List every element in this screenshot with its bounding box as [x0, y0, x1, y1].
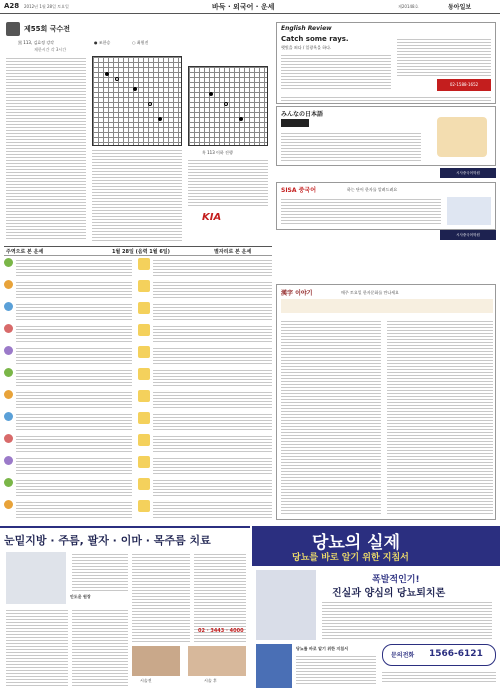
zodiac-icon — [4, 280, 13, 289]
zodiac-icon — [4, 412, 13, 421]
stone-white — [224, 102, 228, 106]
zodiac-row — [4, 346, 132, 365]
japanese-label — [281, 119, 309, 127]
baduk-commentary-col3 — [188, 158, 268, 208]
before-caption: 시술전 — [140, 678, 152, 683]
star-sign-row — [138, 412, 272, 431]
zodiac-row — [4, 324, 132, 343]
horoscope-header — [4, 246, 272, 256]
japanese-illustration — [437, 117, 487, 157]
sisa-tagline: 하는 단어 한자를 알려드려요 — [347, 187, 398, 192]
zodiac-row — [4, 456, 132, 475]
side-banner-2: 시사중국어학원 — [440, 230, 496, 240]
star-sign-row — [138, 302, 272, 321]
stone-white — [148, 102, 152, 106]
diabetes-ad-quote1: 폭발적인기! — [372, 575, 420, 585]
baduk-black-player: ● 조한승 — [94, 40, 111, 45]
sisa-chinese-box — [276, 182, 496, 230]
star-sign-icon — [138, 368, 150, 380]
star-sign-icon — [138, 434, 150, 446]
book-cover — [256, 644, 292, 688]
baduk-commentary-col2 — [92, 148, 182, 241]
page-number: A28 — [4, 2, 20, 10]
diabetes-ad — [252, 526, 500, 691]
star-sign-row — [138, 390, 272, 409]
zodiac-icon — [4, 434, 13, 443]
clinic-ad-text-col1 — [6, 608, 68, 688]
zodiac-row — [4, 478, 132, 497]
kanji-text-col1 — [281, 319, 381, 515]
kanji-heading: 漢字 이야기 — [281, 290, 313, 297]
star-sign-icon — [138, 346, 150, 358]
english-phrase: Catch some rays. — [281, 35, 349, 43]
white-player-name: 최원진 — [136, 40, 149, 45]
phone-label: 문의전화 — [391, 652, 415, 659]
english-review-box — [276, 22, 496, 104]
zodiac-icon — [4, 324, 13, 333]
star-sign-row — [138, 280, 272, 299]
baduk-time-limit: 제한시간 각 3시간 — [34, 47, 67, 52]
zodiac-icon — [4, 478, 13, 487]
zodiac-icon — [4, 258, 13, 267]
book-title: 당뇨를 바로 알기 위한 지침서 — [296, 646, 348, 651]
diabetes-ad-quote2: 진실과 양심의 당뇨퇴치론 — [332, 588, 446, 599]
english-heading: English Review — [281, 25, 332, 32]
star-sign-icon — [138, 302, 150, 314]
japanese-box — [276, 106, 496, 166]
english-explanation — [397, 37, 491, 77]
sisa-heading: SISA 중국어 — [281, 187, 316, 194]
zodiac-row — [4, 280, 132, 299]
star-sign-icon — [138, 478, 150, 490]
clinic-ad-text-col4 — [132, 552, 190, 642]
book-description — [296, 654, 376, 686]
issue-date: 2012년 1월 28일 토요일 — [24, 4, 69, 9]
horoscope-left-title: 주역으로 본 운세 — [6, 249, 44, 255]
star-sign-icon — [138, 500, 150, 512]
diabetes-phone-box — [382, 644, 496, 666]
zodiac-row — [4, 500, 132, 519]
star-sign-row — [138, 368, 272, 387]
star-sign-icon — [138, 324, 150, 336]
japanese-text — [281, 131, 421, 161]
stone-black — [133, 87, 137, 91]
after-photo — [188, 646, 246, 676]
star-sign-icon — [138, 390, 150, 402]
after-caption: 시술 후 — [204, 678, 217, 683]
star-sign-icon — [138, 456, 150, 468]
stone-white — [115, 77, 119, 81]
zodiac-icon — [4, 302, 13, 311]
diabetes-ad-footer — [382, 670, 496, 684]
zodiac-row — [4, 302, 132, 321]
page-header — [0, 0, 500, 14]
stone-black — [209, 92, 213, 96]
star-sign-icon — [138, 258, 150, 270]
go-board — [92, 56, 182, 146]
diabetes-ad-text — [322, 600, 492, 640]
star-sign-row — [138, 434, 272, 453]
clinic-ad-text-col2 — [72, 552, 128, 592]
section-title: 바둑 · 외국어 · 운세 — [212, 3, 275, 11]
kanji-text-col2 — [387, 319, 493, 515]
side-banner-1: 시사중국어학원 — [440, 168, 496, 178]
english-phone-banner: 02-1588-1652 — [437, 79, 491, 91]
before-photo — [132, 646, 180, 676]
diabetes-ad-subheadline: 당뇨를 바로 알기 위한 지침서 — [292, 553, 409, 563]
sisa-text — [281, 197, 441, 225]
english-footer — [281, 95, 491, 101]
baduk-round: 黑 113, 김효정 강각 — [18, 40, 55, 45]
zodiac-icon — [4, 390, 13, 399]
edition-number: 제20148호 — [398, 4, 419, 9]
horoscope-date: 1월 28일 (음력 1월 6일) — [112, 249, 170, 255]
phone-number: 1566-6121 — [429, 649, 483, 659]
kanji-characters — [281, 299, 493, 313]
star-sign-icon — [138, 412, 150, 424]
diabetes-ad-headline: 당뇨의 실제 — [312, 533, 401, 553]
star-sign-list — [138, 258, 272, 520]
japanese-heading: みんなの日本語 — [281, 111, 324, 118]
zodiac-row — [4, 412, 132, 431]
kanji-story-box — [276, 284, 496, 520]
baduk-section — [6, 22, 270, 242]
stone-black — [158, 117, 162, 121]
clinic-phone: 02 · 3443 · 4000 — [198, 628, 244, 634]
stone-black — [239, 117, 243, 121]
sponsor-logo: KIA — [202, 212, 222, 223]
star-sign-icon — [138, 280, 150, 292]
doctor-photo — [256, 570, 316, 640]
stone-black — [105, 72, 109, 76]
clinic-ad-headline: 눈밑지방 · 주름, 팔자 · 이마 · 목주름 치료 — [4, 534, 211, 547]
sisa-image — [447, 197, 491, 225]
star-sign-row — [138, 324, 272, 343]
star-sign-row — [138, 346, 272, 365]
baduk-commentary-col1 — [6, 56, 86, 241]
kanji-tagline: 매주 토요일 한자문화를 만나세요 — [341, 290, 399, 295]
go-diagram-caption: 흑 113 이하 진행 — [202, 150, 233, 155]
zodiac-row — [4, 434, 132, 453]
zodiac-icon — [4, 346, 13, 355]
zodiac-icon — [4, 500, 13, 509]
doctor-name: 안도윤 원장 — [70, 594, 91, 599]
horoscope-right-title: 별자리로 본 운세 — [214, 249, 252, 255]
star-sign-row — [138, 258, 272, 277]
zodiac-icon — [4, 456, 13, 465]
zodiac-row — [4, 258, 132, 277]
star-sign-row — [138, 478, 272, 497]
go-diagram — [188, 66, 268, 146]
star-sign-row — [138, 500, 272, 519]
clinic-ad — [0, 526, 250, 691]
doctor-photo — [6, 552, 66, 604]
zodiac-icon — [4, 368, 13, 377]
baduk-logo-icon — [6, 22, 20, 36]
zodiac-list — [4, 258, 132, 520]
english-dialogue — [281, 53, 391, 91]
english-phrase-meaning: 햇빛을 쐬다 / 일광욕을 하다. — [281, 45, 332, 50]
newspaper-logo: 동아일보 — [448, 4, 472, 11]
baduk-white-player: ○ 최원진 — [132, 40, 149, 45]
baduk-title: 제55회 국수전 — [24, 25, 70, 33]
star-sign-row — [138, 456, 272, 475]
zodiac-row — [4, 368, 132, 387]
clinic-ad-text-col3 — [72, 608, 128, 688]
zodiac-row — [4, 390, 132, 409]
black-player-name: 조한승 — [98, 40, 111, 45]
